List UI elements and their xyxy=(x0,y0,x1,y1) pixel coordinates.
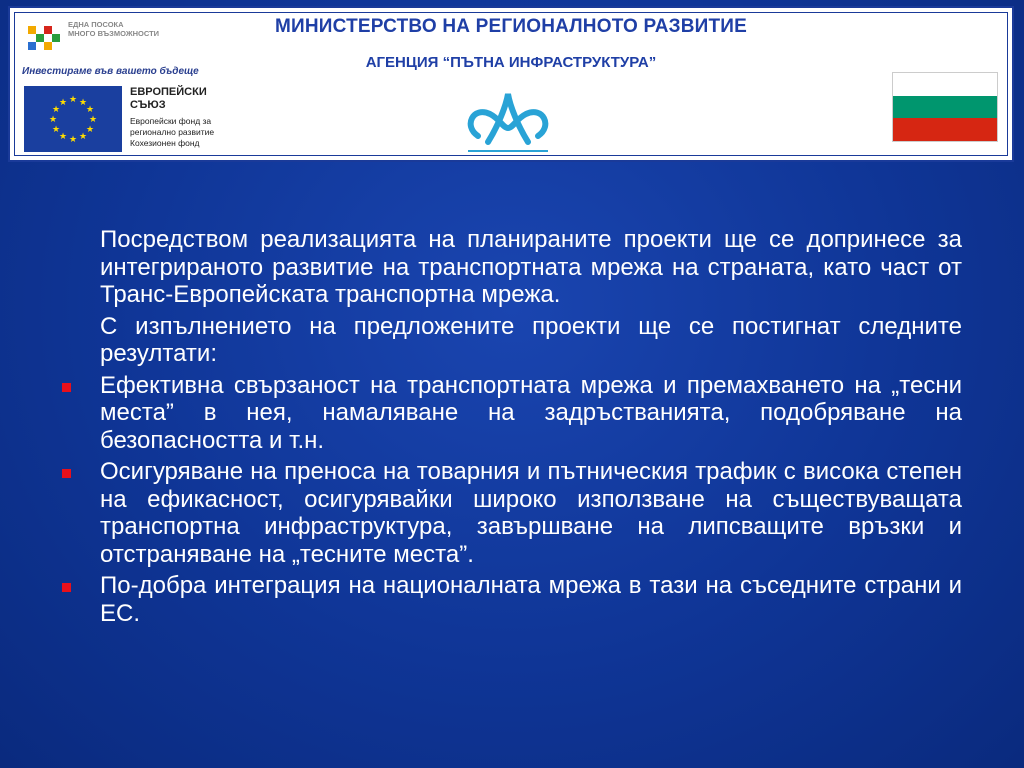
flag-stripe-white xyxy=(893,73,997,96)
bullet-item xyxy=(100,372,962,455)
road-agency-logo-icon xyxy=(458,86,558,156)
bullet-square-icon xyxy=(62,383,71,392)
svg-text:★: ★ xyxy=(51,125,61,135)
bullet-square-icon xyxy=(62,469,71,478)
eu-text-block xyxy=(130,86,250,149)
svg-text:★: ★ xyxy=(68,135,78,145)
eu-fund-line-1: Европейски фонд за xyxy=(130,116,212,126)
slogan-line-2: МНОГО ВЪЗМОЖНОСТИ xyxy=(68,29,160,38)
svg-text:★: ★ xyxy=(68,95,78,105)
results-intro-paragraph: С изпълнението на предложените проекти ще се постигнат следните резултати: xyxy=(100,312,962,367)
intro-paragraph: Посредством реализацията на планираните проекти ще се допринесе за интегрираното развитие на транспортната мрежа на страната, като част от Транс-Европейската транспортна мрежа. xyxy=(100,226,962,308)
svg-text:★: ★ xyxy=(85,105,95,115)
agency-title: АГЕНЦИЯ “ПЪТНА ИНФРАСТРУКТУРА” xyxy=(365,54,657,71)
eu-fund-line-2: регионално развитие xyxy=(130,127,215,137)
eu-funds xyxy=(130,116,250,149)
header-banner xyxy=(8,6,1014,162)
svg-text:★: ★ xyxy=(58,132,68,142)
flag-stripe-red xyxy=(893,118,997,141)
svg-text:★: ★ xyxy=(78,132,88,142)
bullet-item xyxy=(100,572,962,627)
svg-text:★: ★ xyxy=(85,125,95,135)
svg-text:★: ★ xyxy=(48,115,58,125)
eu-title-line-2: СЪЮЗ xyxy=(130,99,166,111)
ministry-title: МИНИСТЕРСТВО НА РЕГИОНАЛНОТО РАЗВИТИЕ xyxy=(274,16,748,37)
bullet-text: По-добра интеграция на националната мрежа в тази на съседните страни и ЕС. xyxy=(100,572,962,627)
eu-title-line-1: ЕВРОПЕЙСКИ xyxy=(130,86,207,98)
eu-fund-line-3: Кохезионен фонд xyxy=(130,138,200,148)
bullet-item xyxy=(100,458,962,568)
bullet-text: Осигуряване на преноса на товарния и пътническия трафик с висока степен на ефикасност, осигурявайки широко използване на съществуващата транспортна инфраструктура, завършване на липсващите връзки и отстраняване на „тесните места”. xyxy=(100,458,962,568)
invest-slogan: Инвестираме във вашето бъдеще xyxy=(22,66,199,77)
slide-body xyxy=(100,226,962,631)
bullet-text: Ефективна свързаност на транспортната мрежа и премахването на „тесни места” в нея, намаляване на задръстванията, подобряване на безопасността и т.н. xyxy=(100,371,962,454)
bullet-square-icon xyxy=(62,583,71,592)
bulgarian-flag-icon xyxy=(892,72,998,142)
svg-text:★: ★ xyxy=(78,98,88,108)
svg-text:★: ★ xyxy=(88,115,98,125)
eu-flag-icon xyxy=(24,86,122,152)
eu-title xyxy=(130,86,250,112)
flag-stripe-green xyxy=(893,96,997,119)
slogan-line-1: ЕДНА ПОСОКА xyxy=(68,20,124,29)
svg-text:★: ★ xyxy=(51,105,61,115)
svg-text:★: ★ xyxy=(58,98,68,108)
